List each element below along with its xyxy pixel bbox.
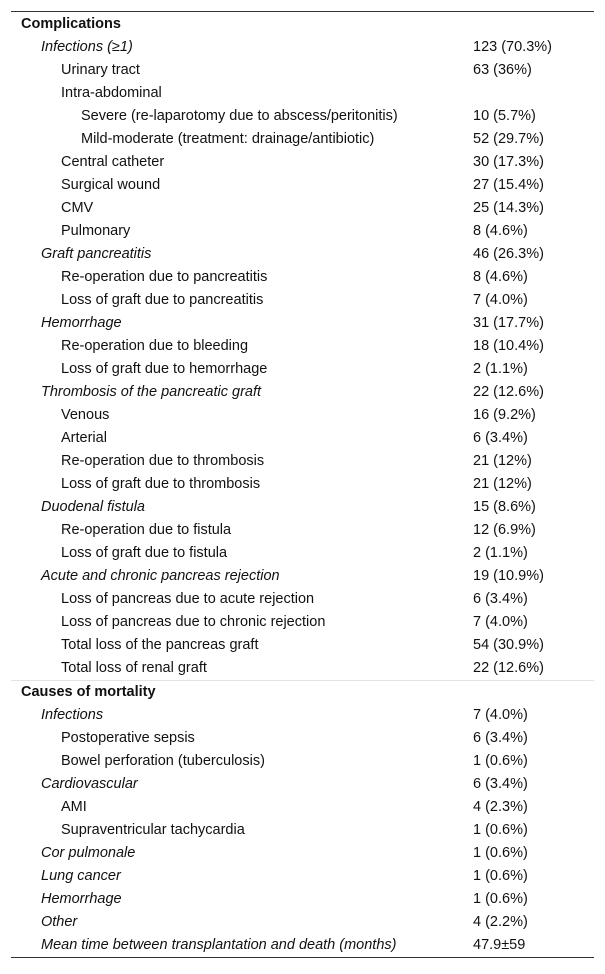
row-label: Intra-abdominal xyxy=(61,85,162,101)
table-row xyxy=(11,289,594,312)
table-row xyxy=(11,427,594,450)
table-row xyxy=(11,865,594,888)
row-value: 12 (6.9%) xyxy=(473,522,536,538)
row-value: 46 (26.3%) xyxy=(473,246,544,262)
table-row xyxy=(11,36,594,59)
table-row xyxy=(11,243,594,266)
table-row xyxy=(11,542,594,565)
row-value: 1 (0.6%) xyxy=(473,845,528,861)
row-value: 2 (1.1%) xyxy=(473,361,528,377)
table-row xyxy=(11,634,594,657)
row-label: Infections (≥1) xyxy=(41,39,133,55)
row-value: 1 (0.6%) xyxy=(473,891,528,907)
row-value: 1 (0.6%) xyxy=(473,822,528,838)
table-row xyxy=(11,727,594,750)
row-label: Loss of graft due to pancreatitis xyxy=(61,292,264,308)
table-row xyxy=(11,588,594,611)
row-value: 7 (4.0%) xyxy=(473,292,528,308)
row-label: Bowel perforation (tuberculosis) xyxy=(61,753,265,769)
table-row xyxy=(11,82,594,105)
section-title: Complications xyxy=(21,16,121,32)
row-value: 27 (15.4%) xyxy=(473,177,544,193)
row-label: Loss of graft due to thrombosis xyxy=(61,476,261,492)
complications-mortality-table xyxy=(11,11,594,958)
row-value: 16 (9.2%) xyxy=(473,407,536,423)
row-label: Loss of graft due to hemorrhage xyxy=(61,361,268,377)
row-value: 15 (8.6%) xyxy=(473,499,536,515)
row-label: Total loss of the pancreas graft xyxy=(61,637,259,653)
row-label: Supraventricular tachycardia xyxy=(61,822,245,838)
row-value: 47.9±59 xyxy=(473,937,526,953)
table-row xyxy=(11,358,594,381)
row-value: 7 (4.0%) xyxy=(473,614,528,630)
row-label: Surgical wound xyxy=(61,177,161,193)
section-title: Causes of mortality xyxy=(21,684,156,700)
row-value: 30 (17.3%) xyxy=(473,154,544,170)
row-value: 10 (5.7%) xyxy=(473,108,536,124)
row-label: Mild-moderate (treatment: drainage/antibiotic) xyxy=(81,131,375,147)
row-value: 2 (1.1%) xyxy=(473,545,528,561)
row-label: Re-operation due to pancreatitis xyxy=(61,269,268,285)
table-row xyxy=(11,565,594,588)
row-value: 19 (10.9%) xyxy=(473,568,544,584)
table-row xyxy=(11,819,594,842)
row-value: 21 (12%) xyxy=(473,453,532,469)
table-row xyxy=(11,496,594,519)
row-value: 31 (17.7%) xyxy=(473,315,544,331)
table-row xyxy=(11,197,594,220)
table-row xyxy=(11,934,594,957)
row-label: Mean time between transplantation and death (months) xyxy=(41,937,397,953)
table-row xyxy=(11,404,594,427)
row-value: 6 (3.4%) xyxy=(473,591,528,607)
row-label: Infections xyxy=(41,707,104,723)
table-row xyxy=(11,174,594,197)
table-row xyxy=(11,911,594,934)
table-row xyxy=(11,750,594,773)
table-row xyxy=(11,473,594,496)
row-label: Cor pulmonale xyxy=(41,845,136,861)
row-label: Lung cancer xyxy=(41,868,121,884)
row-value: 25 (14.3%) xyxy=(473,200,544,216)
table-row xyxy=(11,335,594,358)
row-value: 54 (30.9%) xyxy=(473,637,544,653)
table-row xyxy=(11,519,594,542)
table-row xyxy=(11,842,594,865)
row-label: Re-operation due to fistula xyxy=(61,522,232,538)
table-row xyxy=(11,266,594,289)
row-value: 8 (4.6%) xyxy=(473,223,528,239)
table-row xyxy=(11,151,594,174)
row-value: 6 (3.4%) xyxy=(473,730,528,746)
row-label: Duodenal fistula xyxy=(41,499,145,515)
row-label: CMV xyxy=(61,200,94,216)
row-label: Re-operation due to bleeding xyxy=(61,338,249,354)
section-header-row xyxy=(11,680,594,704)
row-value: 1 (0.6%) xyxy=(473,868,528,884)
row-label: Severe (re-laparotomy due to abscess/peritonitis) xyxy=(81,108,398,124)
row-label: Loss of graft due to fistula xyxy=(61,545,228,561)
row-label: Loss of pancreas due to chronic rejection xyxy=(61,614,326,630)
row-value: 4 (2.3%) xyxy=(473,799,528,815)
table-row xyxy=(11,128,594,151)
row-label: Acute and chronic pancreas rejection xyxy=(41,568,280,584)
row-label: Thrombosis of the pancreatic graft xyxy=(41,384,262,400)
row-label: Postoperative sepsis xyxy=(61,730,195,746)
table-row xyxy=(11,657,594,680)
row-value: 22 (12.6%) xyxy=(473,660,544,676)
row-value: 4 (2.2%) xyxy=(473,914,528,930)
table-row xyxy=(11,59,594,82)
table-row xyxy=(11,796,594,819)
table-row xyxy=(11,220,594,243)
row-label: Loss of pancreas due to acute rejection xyxy=(61,591,315,607)
row-label: Cardiovascular xyxy=(41,776,138,792)
table-row xyxy=(11,611,594,634)
table-row xyxy=(11,450,594,473)
row-value: 21 (12%) xyxy=(473,476,532,492)
row-value: 22 (12.6%) xyxy=(473,384,544,400)
row-value: 8 (4.6%) xyxy=(473,269,528,285)
row-value: 52 (29.7%) xyxy=(473,131,544,147)
row-label: Pulmonary xyxy=(61,223,131,239)
row-label: Venous xyxy=(61,407,110,423)
table-row xyxy=(11,105,594,128)
row-value: 123 (70.3%) xyxy=(473,39,552,55)
section-header-row xyxy=(11,13,594,36)
row-value: 63 (36%) xyxy=(473,62,532,78)
row-value: 6 (3.4%) xyxy=(473,776,528,792)
table-row xyxy=(11,888,594,911)
table-row xyxy=(11,381,594,404)
row-label: Graft pancreatitis xyxy=(41,246,152,262)
row-label: Hemorrhage xyxy=(41,891,122,907)
row-value: 6 (3.4%) xyxy=(473,430,528,446)
table-row xyxy=(11,312,594,335)
row-label: Hemorrhage xyxy=(41,315,122,331)
row-label: Arterial xyxy=(61,430,107,446)
row-label: Re-operation due to thrombosis xyxy=(61,453,265,469)
table-row xyxy=(11,773,594,796)
row-label: Urinary tract xyxy=(61,62,140,78)
row-value: 7 (4.0%) xyxy=(473,707,528,723)
row-value: 18 (10.4%) xyxy=(473,338,544,354)
row-label: Total loss of renal graft xyxy=(61,660,207,676)
table-row xyxy=(11,704,594,727)
row-label: Central catheter xyxy=(61,154,165,170)
row-value: 1 (0.6%) xyxy=(473,753,528,769)
row-label: Other xyxy=(41,914,78,930)
row-label: AMI xyxy=(61,799,87,815)
